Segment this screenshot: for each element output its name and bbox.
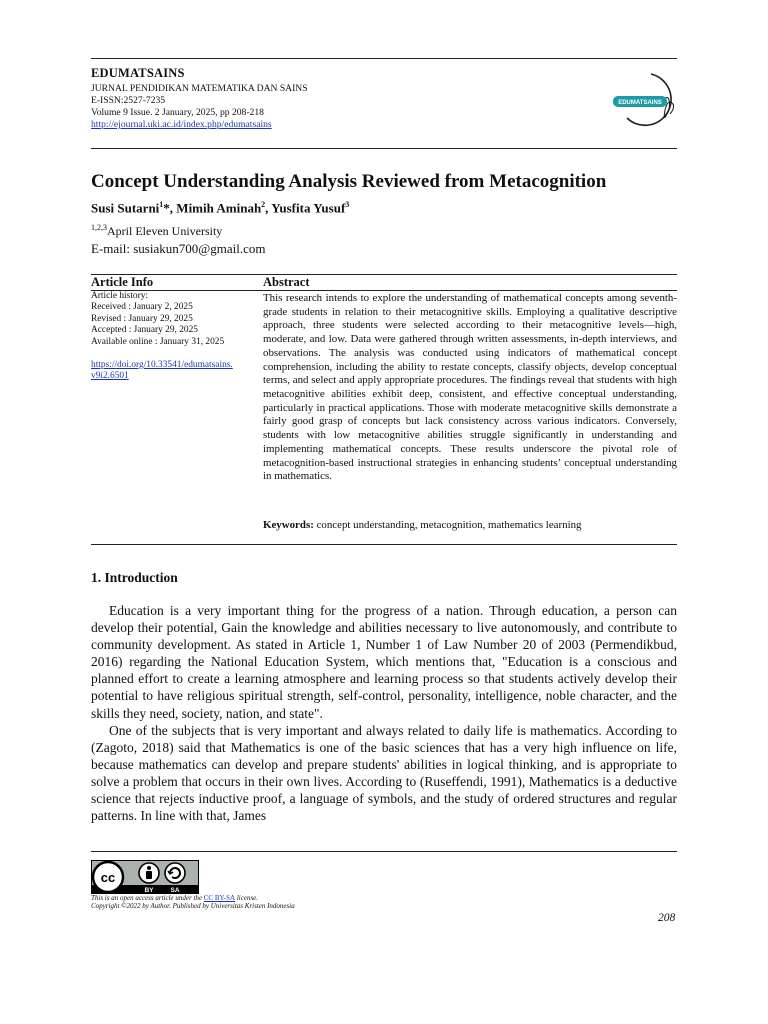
article-history [91,291,261,383]
section-body [91,602,677,824]
license-note: This is an open access article under the CC BY-SA license. Copyright ©2022 by Author. Published by Universitas Kristen Indonesia [91,894,295,911]
author-name: Yusfita Yusuf [271,200,346,216]
author-sup: 3 [345,200,350,209]
paragraph: One of the subjects that is very important and always related to daily life is mathematics. According to (Zagoto, 2018) said that Mathematics is one of the basic sciences that has a very high influence on life, because mathematics can develop and prepare students' abilities in logical thinking, and is appropriate to solve a problem that occurs in their own lives. According to (Ruseffendi, 1991), Mathematics is a deductive science that rejects inductive proof, a language of symbols, and the study of ordered structures and regular patterns. In line with that, James [91,722,677,824]
table-bottom-rule [91,544,677,545]
author-sup: 2 [261,200,266,209]
keywords-text: concept understanding, metacognition, mathematics learning [316,519,582,531]
history-line: Received : January 2, 2025 [91,302,193,313]
author-sup: 1 [159,200,164,209]
affiliation [91,223,222,239]
journal-subtitle: JURNAL PENDIDIKAN MATEMATIKA DAN SAINS [91,83,308,94]
abstract-heading: Abstract [263,275,310,289]
keywords-label: Keywords: [263,519,314,531]
paragraph: Education is a very important thing for the progress of a nation. Through education, a person can develop their potential, Gain the knowledge and abilities necessary to live autonomously, and contribute to community development. As stated in Article 1, Number 1 of Law Number 20 of 2003 (Permendikbud, 2016) regarding the National Education System, which mentions that, "Education is a conscious and planned effort to create a learning atmosphere and learning process so that students actively develop their potential to have religious spiritual strength, self-control, personality, intelligence, noble character, and the skills they need, society, nation, and state". [91,603,677,721]
journal-name: EDUMATSAINS [91,66,185,80]
logo-text: EDUMATSAINS [618,100,662,106]
history-line: Article history: [91,291,149,301]
affiliation-text: April Eleven University [107,224,223,238]
copyright: Copyright ©2022 by Author. Published by Universitas Kristen Indonesia [91,902,295,911]
section-heading: 1. Introduction [91,570,178,585]
footer-rule [91,851,677,852]
journal-url-link[interactable]: http://ejournal.uki.ac.id/index.php/edumatsains [91,119,272,130]
header-bottom-rule [91,148,677,149]
journal-meta [91,83,308,131]
author-list [91,200,349,216]
abstract-text: This research intends to explore the understanding of mathematical concepts among seventh-grade students in relation to their metacognitive skills. Employing a qualitative descriptive approach, three students were selected according to their metacognitive levels—high, moderate, and low. Data were gathered through written assessments, in-depth interviews, and observations. The analysis was conducted using indicators of mathematical concept comprehension, including the ability to restate concepts, classify objects, develop conceptual terms, and select and apply appropriate procedures. The findings reveal that students with high metacognitive abilities exhibit deep, consistent, and effective conceptual understanding, particularly in practical applications. Those with moderate metacognitive skills demonstrate a fairly good grasp of concepts but lack consistency across various indicators. Conversely, students with low metacognitive abilities struggle significantly in understanding and implementing mathematical concepts. These results underscore the pivotal role of metacognition-based instructional strategies in enhancing students’ conceptual understanding in mathematics. [263,292,677,483]
author-sep: , [265,200,272,216]
author-name: Mimih Aminah [176,200,262,216]
cc-by-text: BY [144,887,154,894]
history-line: Accepted : January 29, 2025 [91,325,198,336]
article-info-heading: Article Info [91,275,154,289]
keywords [263,519,582,531]
author-sep: *, [163,200,177,216]
table-top-rule [91,274,677,275]
journal-issn: E-ISSN:2527-7235 [91,95,166,106]
doi-link[interactable]: https://doi.org/10.33541/edumatsains. v9i2.6501 [91,360,233,382]
journal-logo [613,70,685,132]
paper-title: Concept Understanding Analysis Reviewed from Metacognition [91,171,607,192]
header-top-rule [91,58,677,59]
author-name: Susi Sutarni [91,200,160,216]
email: E-mail: susiakun700@gmail.com [91,241,266,256]
history-line: Revised : January 29, 2025 [91,313,193,324]
journal-volume: Volume 9 Issue. 2 January, 2025, pp 208-218 [91,107,264,118]
cc-by-sa-badge[interactable] [91,860,199,894]
license-link[interactable]: CC BY-SA [203,894,236,902]
affiliation-sup: 1,2,3 [91,223,107,232]
svg-text:cc: cc [100,870,116,885]
history-line: Available online : January 31, 2025 [91,336,225,347]
page-number: 208 [658,912,676,924]
cc-sa-text: SA [170,887,180,894]
